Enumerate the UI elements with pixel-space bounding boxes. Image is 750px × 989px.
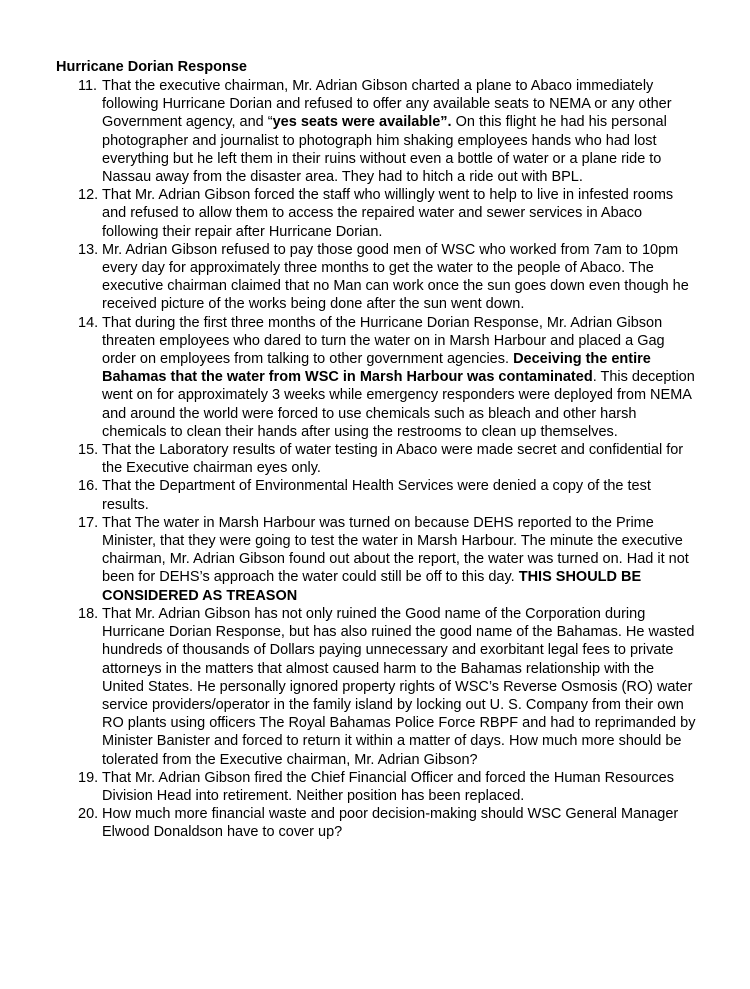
item-text [102, 805, 698, 841]
item-number: 11. [78, 78, 98, 94]
item-number: 16. [78, 478, 99, 495]
item-number: 13. [78, 241, 99, 258]
bold-text-segment: Deceiving the entire Bahamas that the water from WSC in Marsh Harbour was contaminated [102, 351, 651, 386]
text-segment: That the executive chairman, Mr. Adrian Gibson charted a plane to Abaco immediately following Hurricane Dorian and refused to offer any available seats to NEMA or any other Government agency, and “ [102, 78, 672, 131]
item-text [102, 241, 698, 314]
bold-text-segment: THIS SHOULD BE CONSIDERED AS TREASON [102, 569, 642, 604]
text-segment: That Mr. Adrian Gibson has not only ruined the Good name of the Corporation during Hurricane Dorian Response, but has also ruined the good name of the Bahamas. He wasted hundreds of thousands of Dollars paying unnecessary and exorbitant legal fees to private attorneys in the matters that almost caused harm to the Bahamas relationship with the United States. He personally ignored property rights of WSC’s Reverse Osmosis (RO) water service providers/operator in the family island by locking out U. S. Company from their own RO plants using officers The Royal Bahamas Police Force RBPF and had to reprimanded by Minister Banister and forced to return it within a matter of days. How much more should be tolerated from the Executive chairman, Mr. Adrian Gibson? [102, 605, 696, 768]
text-segment: Mr. Adrian Gibson refused to pay those good men of WSC who worked from 7am to 10pm every day for approximately three months to get the water to the people of Abaco. The executive chairman claimed that no Man can work once the sun goes down even though he received picture of the works being done after the sun went down. [102, 241, 689, 313]
list-item [0, 477, 750, 513]
item-number: 17. [78, 514, 99, 531]
list-item [0, 241, 750, 314]
item-text [102, 186, 698, 241]
text-segment: . This deception went on for approximately 3 weeks while emergency responders were deployed from NEMA and around the world were forced to use chemicals such as bleach and other harsh chemicals to clean their hands after using the restrooms to clean up themselves. [102, 369, 695, 440]
text-segment: On this flight he had his personal photographer and journalist to photograph him shaking employees hands who had lost everything but he left them in their ruins without even a bottle of water or a plane ride to Nassau away from the disaster area. They had to hitch a ride out with BPL. [102, 114, 667, 186]
item-text [102, 769, 698, 805]
item-number: 12. [78, 187, 99, 204]
text-segment: That the Department of Environmental Health Services were denied a copy of the test results. [102, 478, 651, 513]
item-number: 20. [78, 806, 99, 823]
item-text [102, 441, 698, 477]
text-segment: How much more financial waste and poor decision-making should WSC General Manager Elwood Donaldson have to cover up? [102, 806, 679, 841]
text-segment: That The water in Marsh Harbour was turned on because DEHS reported to the Prime Minister, that they were going to test the water in Marsh Harbour. The minute the executive chairman, Mr. Adrian Gibson found out about the report, the water was turned on. Had it not been for DEHS’s approach the water could still be off to this day. [102, 514, 689, 586]
list-item [0, 769, 750, 805]
item-number: 15. [78, 442, 99, 459]
list-item [0, 77, 750, 186]
item-text [102, 605, 698, 769]
item-text [102, 514, 698, 605]
numbered-list [0, 77, 750, 842]
list-item [0, 314, 750, 441]
list-item [0, 441, 750, 477]
item-number: 14. [78, 314, 99, 331]
bold-text-segment: yes seats were available”. [272, 114, 452, 131]
text-segment: That during the first three months of the Hurricane Dorian Response, Mr. Adrian Gibson threaten employees who dared to turn the water on in Marsh Harbour and placed a Gag order on employees from talking to other government agencies. [102, 314, 665, 368]
list-item [0, 514, 750, 605]
item-text [102, 314, 698, 441]
item-number: 18. [78, 605, 99, 622]
text-segment: That Mr. Adrian Gibson forced the staff who willingly went to help to live in infested rooms and refused to allow them to access the repaired water and sewer services in Abaco following their repair after Hurricane Dorian. [102, 187, 674, 240]
list-item [0, 605, 750, 769]
text-segment: That the Laboratory results of water testing in Abaco were made secret and confidential for the Executive chairman eyes only. [102, 442, 684, 477]
list-item [0, 186, 750, 241]
item-text [102, 477, 698, 513]
list-item [0, 805, 750, 841]
item-text [102, 77, 698, 186]
item-number: 19. [78, 769, 99, 786]
section-heading: Hurricane Dorian Response [56, 59, 247, 75]
text-segment: That Mr. Adrian Gibson fired the Chief Financial Officer and forced the Human Resources Division Head into retirement. Neither position has been replaced. [102, 769, 674, 804]
